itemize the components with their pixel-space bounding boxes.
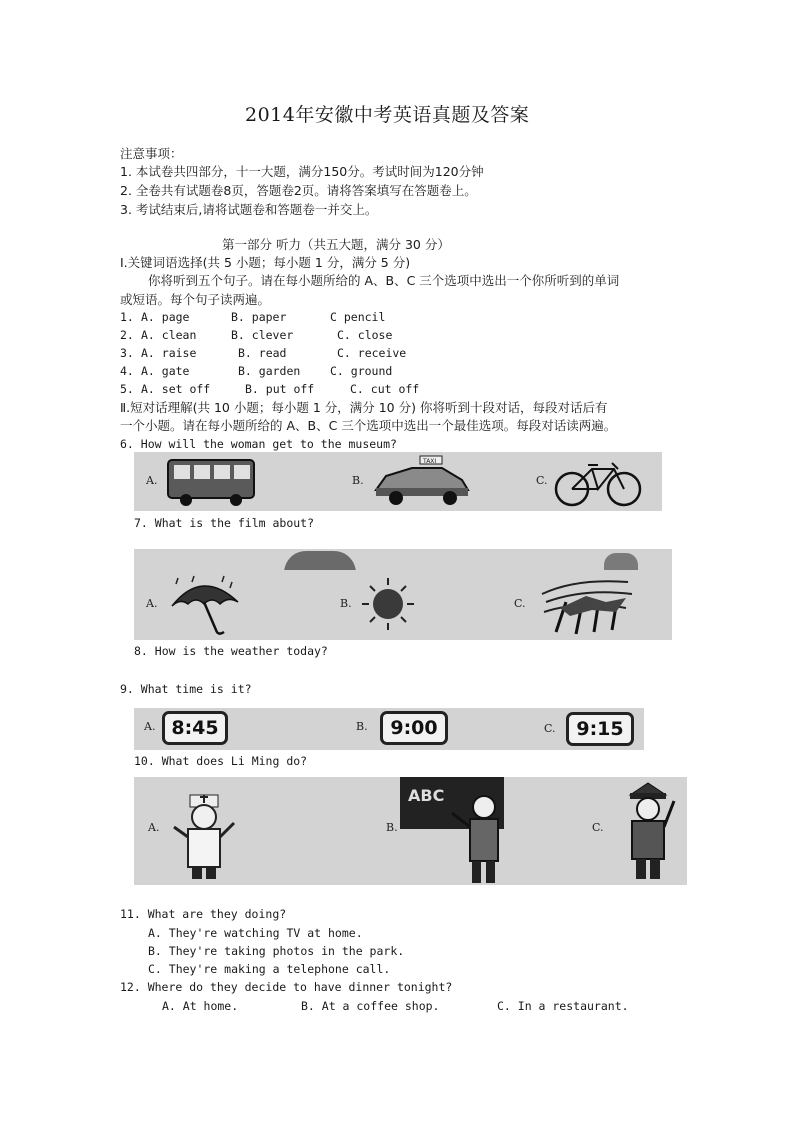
option-c: C. receive [337,346,407,360]
label-b: B. [356,720,368,733]
doctor-icon [170,793,240,883]
option-a: A. raise [141,346,197,360]
label-c: C. [536,474,548,487]
option-b: B. put off [245,382,315,396]
note-item: 1. 本试卷共四部分，十一大题，满分150分。考试时间为120分钟 [120,164,484,179]
option-b: B. read [238,346,287,360]
q12-option-b: B. At a coffee shop. [301,999,440,1013]
bus-icon [164,456,258,508]
question-9: 9. What time is it? [120,682,252,696]
option-b: B. clever [231,328,294,342]
part1-heading: 第一部分 听力（共五大题，满分 30 分） [222,237,450,252]
section1-instruction: 或短语。每个句子读两遍。 [120,292,271,307]
q12-option-c: C. In a restaurant. [497,999,629,1013]
question-10: 10. What does Li Ming do? [134,754,308,768]
board-text: ABC [408,786,445,805]
option-a: A. set off [141,382,211,396]
section1-title: I.关键词语选择(共 5 小题；每小题 1 分，满分 5 分) [120,255,411,270]
label-b: B. [340,597,352,610]
clock-c: 9:15 [566,712,634,746]
note-item: 2. 全卷共有试题卷8页，答题卷2页。请将答案填写在答题卷上。 [120,183,477,198]
wind-icon [536,572,636,638]
question-number: 5. [120,382,134,396]
section2-instruction: Ⅱ.短对话理解(共 10 小题；每小题 1 分，满分 10 分) 你将听到十段对话，每段对话后有 [120,400,608,415]
q11-option-c: C. They're making a telephone call. [148,962,391,976]
notes-heading: 注意事项： [120,146,183,161]
clock-a: 8:45 [162,711,228,745]
label-a: A. [146,474,158,487]
bicycle-icon [552,455,644,509]
label-a: A. [146,597,158,610]
option-b: B. paper [231,310,287,324]
question-6: 6. How will the woman get to the museum? [120,437,397,451]
teacher-icon [400,777,510,885]
question-7: 7. What is the film about? [134,516,315,530]
police-officer-icon [614,781,684,883]
weather-images [134,570,672,640]
option-a: A. clean [141,328,197,342]
question-11: 11. What are they doing? [120,907,287,921]
note-item: 3. 考试结束后,请将试题卷和答题卷一并交上。 [120,202,378,217]
page-title: 2014年安徽中考英语真题及答案 [245,104,530,126]
taxi-sign: TAXI [423,458,437,465]
option-c: C pencil [330,310,386,324]
transport-images [134,452,662,511]
taxi-icon [372,454,472,508]
question-number: 3. [120,346,134,360]
job-images [134,777,687,885]
option-a: A. gate [141,364,190,378]
option-b: B. garden [238,364,301,378]
option-a: A. page [141,310,190,324]
option-c: C. cut off [350,382,420,396]
option-c: C. close [337,328,393,342]
question-8: 8. How is the weather today? [134,644,328,658]
label-a: A. [148,821,160,834]
label-a: A. [144,720,156,733]
sun-icon [358,574,418,636]
clock-b: 9:00 [380,711,448,745]
q11-option-a: A. They're watching TV at home. [148,926,363,940]
section1-instruction: 你将听到五个句子。请在每小题所给的 A、B、C 三个选项中选出一个你所听到的单词 [148,273,620,288]
section2-instruction: 一个小题。请在每小题所给的 A、B、C 三个选项中选出一个最佳选项。每段对话读两遍。 [120,418,617,433]
clock-images [134,708,644,750]
label-c: C. [592,821,604,834]
question-number: 4. [120,364,134,378]
label-c: C. [544,722,556,735]
question-number: 2. [120,328,134,342]
label-b: B. [386,821,398,834]
q12-option-a: A. At home. [162,999,239,1013]
option-c: C. ground [330,364,393,378]
q11-option-b: B. They're taking photos in the park. [148,944,405,958]
label-c: C. [514,597,526,610]
umbrella-icon [164,572,244,638]
question-12: 12. Where do they decide to have dinner tonight? [120,980,453,994]
label-b: B. [352,474,364,487]
question-number: 1. [120,310,134,324]
